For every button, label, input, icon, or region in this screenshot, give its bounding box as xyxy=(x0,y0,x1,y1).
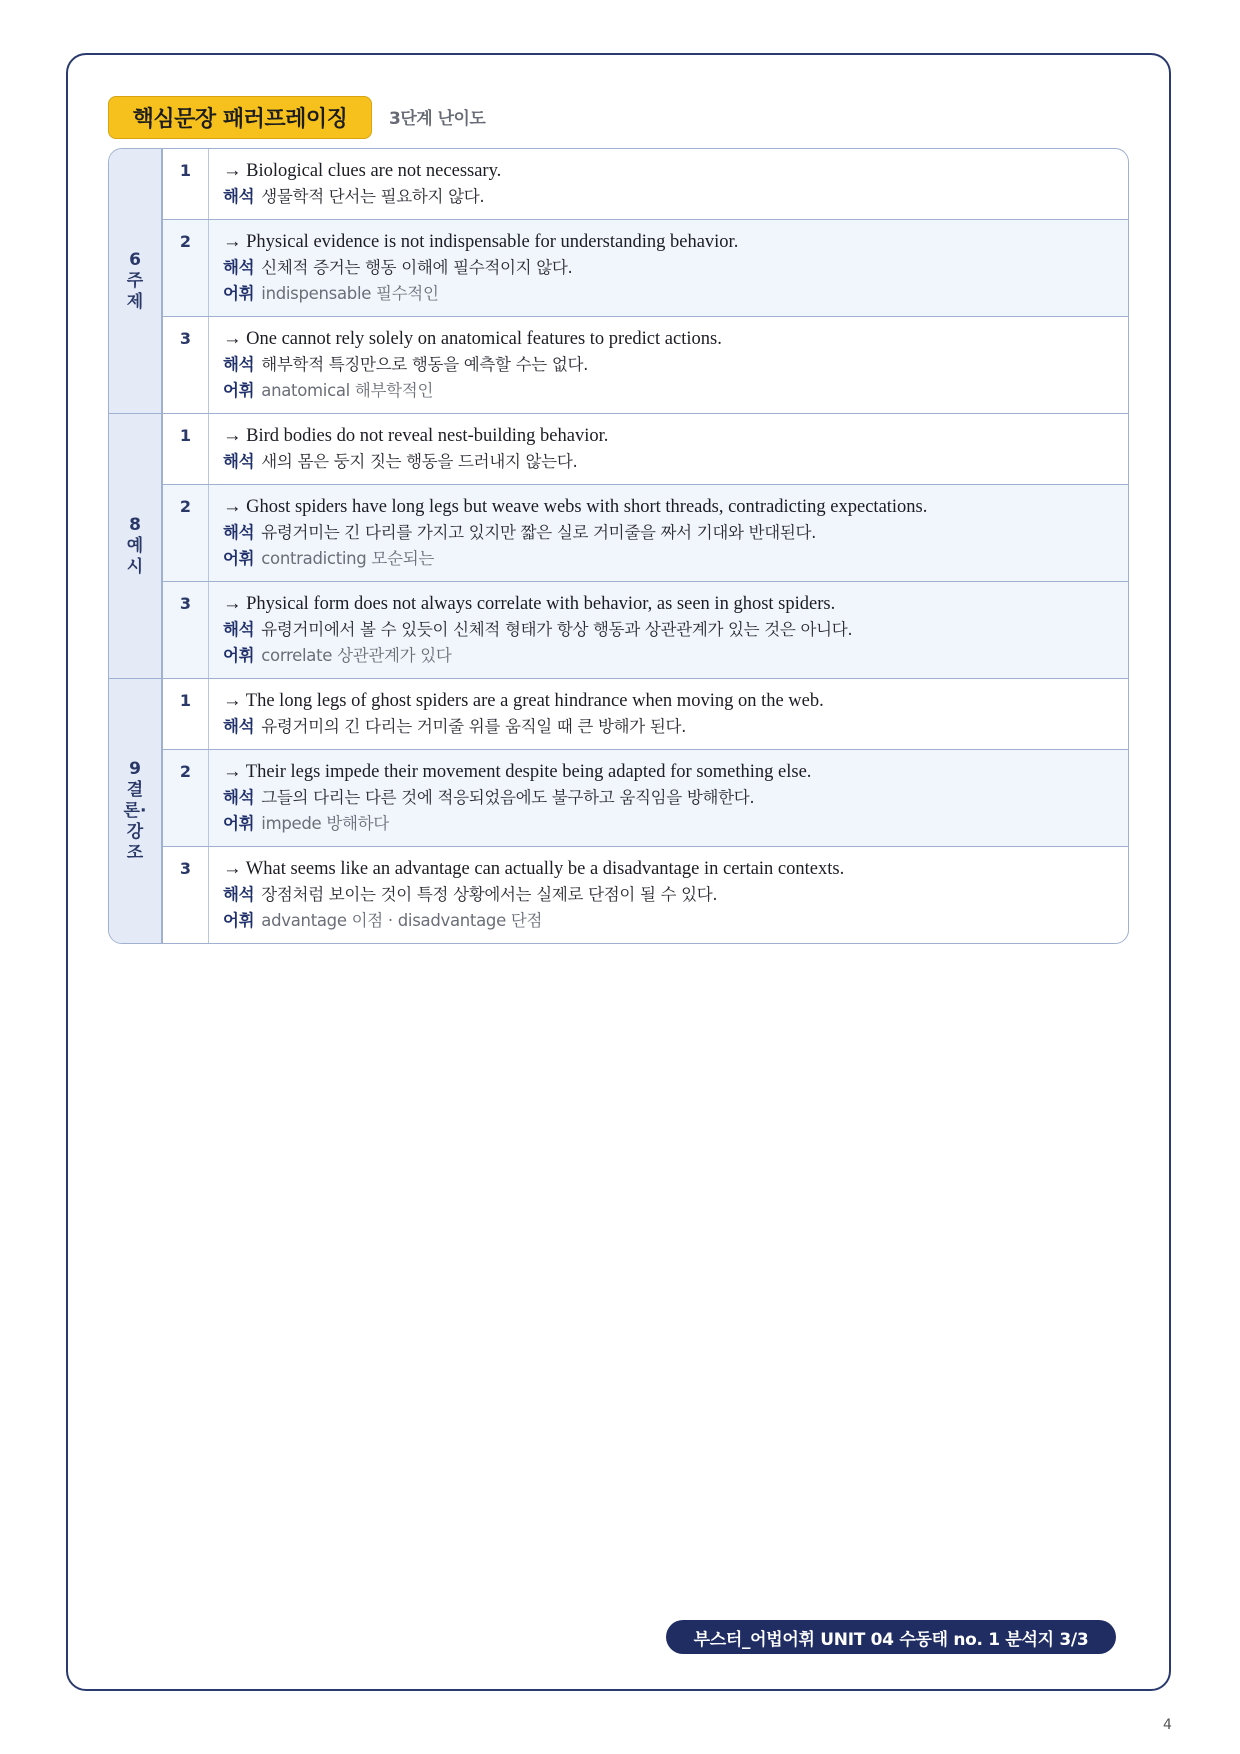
vocab-tag: 어휘 xyxy=(223,381,255,400)
english-paraphrase: → Bird bodies do not reveal nest-building behavior. xyxy=(223,426,609,446)
korean-translation: 신체적 증거는 행동 이해에 필수적이지 않다. xyxy=(261,258,573,277)
korean-translation-line xyxy=(223,882,1114,908)
korean-translation-line xyxy=(223,255,1114,281)
row-number: 1 xyxy=(163,149,209,219)
korean-translation-line xyxy=(223,449,1114,475)
table-row xyxy=(163,316,1128,413)
section-title-badge: 핵심문장 패러프레이징 xyxy=(108,96,372,139)
translation-tag: 해석 xyxy=(223,885,255,904)
english-paraphrase: → The long legs of ghost spiders are a great hindrance when moving on the web. xyxy=(223,691,824,711)
row-content xyxy=(209,750,1128,846)
table-row xyxy=(163,149,1128,219)
row-number: 2 xyxy=(163,485,209,581)
row-content xyxy=(209,149,1128,219)
section-label: 8 예 시 xyxy=(126,514,144,577)
korean-translation: 새의 몸은 둥지 짓는 행동을 드러내지 않는다. xyxy=(261,452,578,471)
row-number: 2 xyxy=(163,750,209,846)
section-label-cell xyxy=(109,414,163,678)
korean-translation-line xyxy=(223,785,1114,811)
translation-tag: 해석 xyxy=(223,355,255,374)
table-row xyxy=(163,484,1128,581)
vocab-line xyxy=(223,546,1114,572)
vocab-tag: 어휘 xyxy=(223,549,255,568)
section-group xyxy=(109,678,1128,943)
section-label-cell xyxy=(109,149,163,413)
translation-tag: 해석 xyxy=(223,717,255,736)
vocab-tag: 어휘 xyxy=(223,284,255,303)
row-content xyxy=(209,220,1128,316)
vocab-line xyxy=(223,281,1114,307)
section-rows xyxy=(163,414,1128,678)
korean-translation: 유령거미의 긴 다리는 거미줄 위를 움직일 때 큰 방해가 된다. xyxy=(261,717,687,736)
row-number: 3 xyxy=(163,317,209,413)
english-paraphrase: → Biological clues are not necessary. xyxy=(223,161,502,181)
row-content xyxy=(209,679,1128,749)
table-row xyxy=(163,414,1128,484)
vocab-tag: 어휘 xyxy=(223,814,255,833)
vocab-text: indispensable 필수적인 xyxy=(261,284,439,303)
korean-translation-line xyxy=(223,520,1114,546)
row-content xyxy=(209,582,1128,678)
english-paraphrase: → One cannot rely solely on anatomical features to predict actions. xyxy=(223,329,722,349)
footer-badge: 부스터_어법어휘 UNIT 04 수동태 no. 1 분석지 3/3 xyxy=(666,1620,1116,1654)
vocab-line xyxy=(223,811,1114,837)
korean-translation-line xyxy=(223,352,1114,378)
english-paraphrase: → Physical evidence is not indispensable for understanding behavior. xyxy=(223,232,739,252)
english-paraphrase: → What seems like an advantage can actually be a disadvantage in certain contexts. xyxy=(223,859,845,879)
korean-translation: 유령거미는 긴 다리를 가지고 있지만 짧은 실로 거미줄을 짜서 기대와 반대된다. xyxy=(261,523,817,542)
table-row xyxy=(163,219,1128,316)
table-row xyxy=(163,581,1128,678)
translation-tag: 해석 xyxy=(223,258,255,277)
section-group xyxy=(109,413,1128,678)
translation-tag: 해석 xyxy=(223,187,255,206)
korean-translation-line xyxy=(223,184,1114,210)
english-paraphrase: → Ghost spiders have long legs but weave webs with short threads, contradicting expectations. xyxy=(223,497,928,517)
vocab-tag: 어휘 xyxy=(223,911,255,930)
vocab-text: impede 방해하다 xyxy=(261,814,389,833)
row-number: 3 xyxy=(163,847,209,943)
section-label-cell xyxy=(109,679,163,943)
page-number: 4 xyxy=(1163,1717,1172,1733)
row-content xyxy=(209,847,1128,943)
section-label: 6 주 제 xyxy=(126,249,144,312)
translation-tag: 해석 xyxy=(223,523,255,542)
translation-tag: 해석 xyxy=(223,452,255,471)
difficulty-label: 3단계 난이도 xyxy=(389,109,486,129)
korean-translation: 생물학적 단서는 필요하지 않다. xyxy=(261,187,485,206)
section-rows xyxy=(163,149,1128,413)
vocab-line xyxy=(223,378,1114,404)
row-number: 2 xyxy=(163,220,209,316)
korean-translation: 해부학적 특징만으로 행동을 예측할 수는 없다. xyxy=(261,355,589,374)
korean-translation: 유령거미에서 볼 수 있듯이 신체적 형태가 항상 행동과 상관관계가 있는 것은 아니다. xyxy=(261,620,853,639)
korean-translation-line xyxy=(223,617,1114,643)
english-paraphrase: → Their legs impede their movement despite being adapted for something else. xyxy=(223,762,812,782)
english-paraphrase: → Physical form does not always correlate with behavior, as seen in ghost spiders. xyxy=(223,594,836,614)
row-number: 3 xyxy=(163,582,209,678)
section-rows xyxy=(163,679,1128,943)
translation-tag: 해석 xyxy=(223,620,255,639)
row-content xyxy=(209,485,1128,581)
paraphrase-table xyxy=(108,148,1129,944)
vocab-text: anatomical 해부학적인 xyxy=(261,381,434,400)
vocab-text: advantage 이점 · disadvantage 단점 xyxy=(261,911,543,930)
row-content xyxy=(209,317,1128,413)
table-row xyxy=(163,749,1128,846)
table-row xyxy=(163,846,1128,943)
section-label: 9 결 론· 강 조 xyxy=(123,758,147,863)
table-row xyxy=(163,679,1128,749)
korean-translation: 장점처럼 보이는 것이 특정 상황에서는 실제로 단점이 될 수 있다. xyxy=(261,885,718,904)
row-number: 1 xyxy=(163,414,209,484)
korean-translation: 그들의 다리는 다른 것에 적응되었음에도 불구하고 움직임을 방해한다. xyxy=(261,788,755,807)
translation-tag: 해석 xyxy=(223,788,255,807)
vocab-text: contradicting 모순되는 xyxy=(261,549,434,568)
vocab-tag: 어휘 xyxy=(223,646,255,665)
row-number: 1 xyxy=(163,679,209,749)
vocab-text: correlate 상관관계가 있다 xyxy=(261,646,452,665)
korean-translation-line xyxy=(223,714,1114,740)
section-group xyxy=(109,149,1128,413)
row-content xyxy=(209,414,1128,484)
vocab-line xyxy=(223,643,1114,669)
vocab-line xyxy=(223,908,1114,934)
